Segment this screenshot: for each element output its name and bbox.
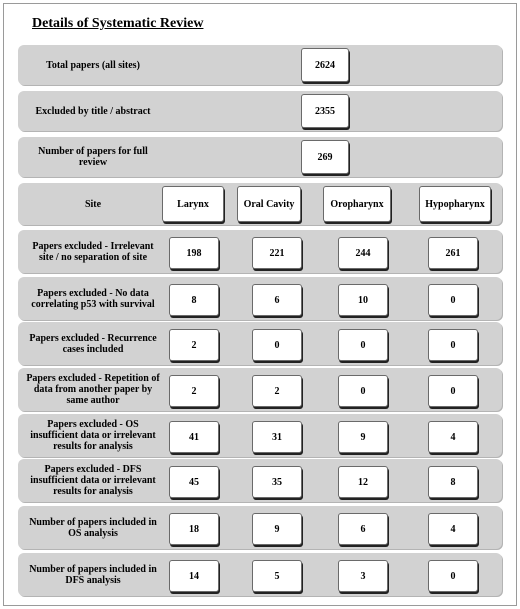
value-larynx: 18	[169, 513, 219, 545]
summary-row-total	[18, 45, 502, 85]
value-oropharynx: 244	[338, 237, 388, 269]
value-larynx: 45	[169, 466, 219, 498]
value-oropharynx: 0	[338, 329, 388, 361]
value-oropharynx: 10	[338, 284, 388, 316]
value-hypopharynx: 261	[428, 237, 478, 269]
value-larynx: 198	[169, 237, 219, 269]
site-hypopharynx: Hypopharynx	[419, 186, 491, 222]
value-oral-cavity: 2	[252, 375, 302, 407]
detail-label: Number of papers included in DFS analysis	[29, 563, 157, 586]
value-oral-cavity: 5	[252, 560, 302, 592]
summary-label: Excluded by title / abstract	[35, 105, 151, 117]
summary-value: 269	[301, 140, 349, 174]
value-larynx: 2	[169, 375, 219, 407]
value-oral-cavity: 0	[252, 329, 302, 361]
value-oral-cavity: 31	[252, 421, 302, 453]
summary-row-full-review	[18, 137, 502, 177]
page-title: Details of Systematic Review	[32, 16, 204, 31]
detail-label: Papers excluded - Irrelevant site / no separation of site	[32, 240, 154, 263]
detail-row-recurrence	[18, 322, 502, 365]
summary-row-excluded	[18, 91, 502, 131]
value-hypopharynx: 8	[428, 466, 478, 498]
detail-row-dfs-included	[18, 553, 502, 596]
value-hypopharynx: 4	[428, 421, 478, 453]
value-hypopharynx: 0	[428, 284, 478, 316]
detail-label: Papers excluded - No data correlating p53 with survival	[31, 287, 155, 310]
site-oropharynx: Oropharynx	[323, 186, 391, 222]
value-oral-cavity: 6	[252, 284, 302, 316]
value-larynx: 14	[169, 560, 219, 592]
detail-row-os-included	[18, 506, 502, 549]
value-oropharynx: 6	[338, 513, 388, 545]
detail-label: Number of papers included in OS analysis	[29, 516, 157, 539]
detail-row-repetition	[18, 368, 502, 411]
value-oral-cavity: 9	[252, 513, 302, 545]
summary-label: Number of papers for full review	[38, 146, 148, 168]
value-larynx: 8	[169, 284, 219, 316]
value-hypopharynx: 4	[428, 513, 478, 545]
value-oral-cavity: 35	[252, 466, 302, 498]
detail-row-dfs-insufficient	[18, 459, 502, 502]
site-larynx: Larynx	[162, 186, 224, 222]
value-hypopharynx: 0	[428, 375, 478, 407]
site-oral-cavity: Oral Cavity	[237, 186, 301, 222]
detail-row-irrelevant-site	[18, 230, 502, 273]
detail-label: Papers excluded - DFS insufficient data or irrelevant results for analysis	[30, 464, 156, 497]
summary-value: 2624	[301, 48, 349, 82]
detail-row-os-insufficient	[18, 414, 502, 457]
detail-row-no-p53-data	[18, 277, 502, 320]
detail-label: Papers excluded - Repetition of data from another paper by same author	[26, 373, 160, 406]
site-label: Site	[84, 198, 102, 210]
summary-value: 2355	[301, 94, 349, 128]
value-larynx: 2	[169, 329, 219, 361]
value-oropharynx: 0	[338, 375, 388, 407]
site-row	[18, 183, 502, 225]
value-hypopharynx: 0	[428, 329, 478, 361]
value-oropharynx: 3	[338, 560, 388, 592]
value-oral-cavity: 221	[252, 237, 302, 269]
detail-label: Papers excluded - OS insufficient data or irrelevant results for analysis	[30, 419, 156, 452]
detail-label: Papers excluded - Recurrence cases included	[29, 332, 157, 355]
value-oropharynx: 9	[338, 421, 388, 453]
value-larynx: 41	[169, 421, 219, 453]
value-hypopharynx: 0	[428, 560, 478, 592]
value-oropharynx: 12	[338, 466, 388, 498]
summary-label: Total papers (all sites)	[46, 59, 140, 71]
